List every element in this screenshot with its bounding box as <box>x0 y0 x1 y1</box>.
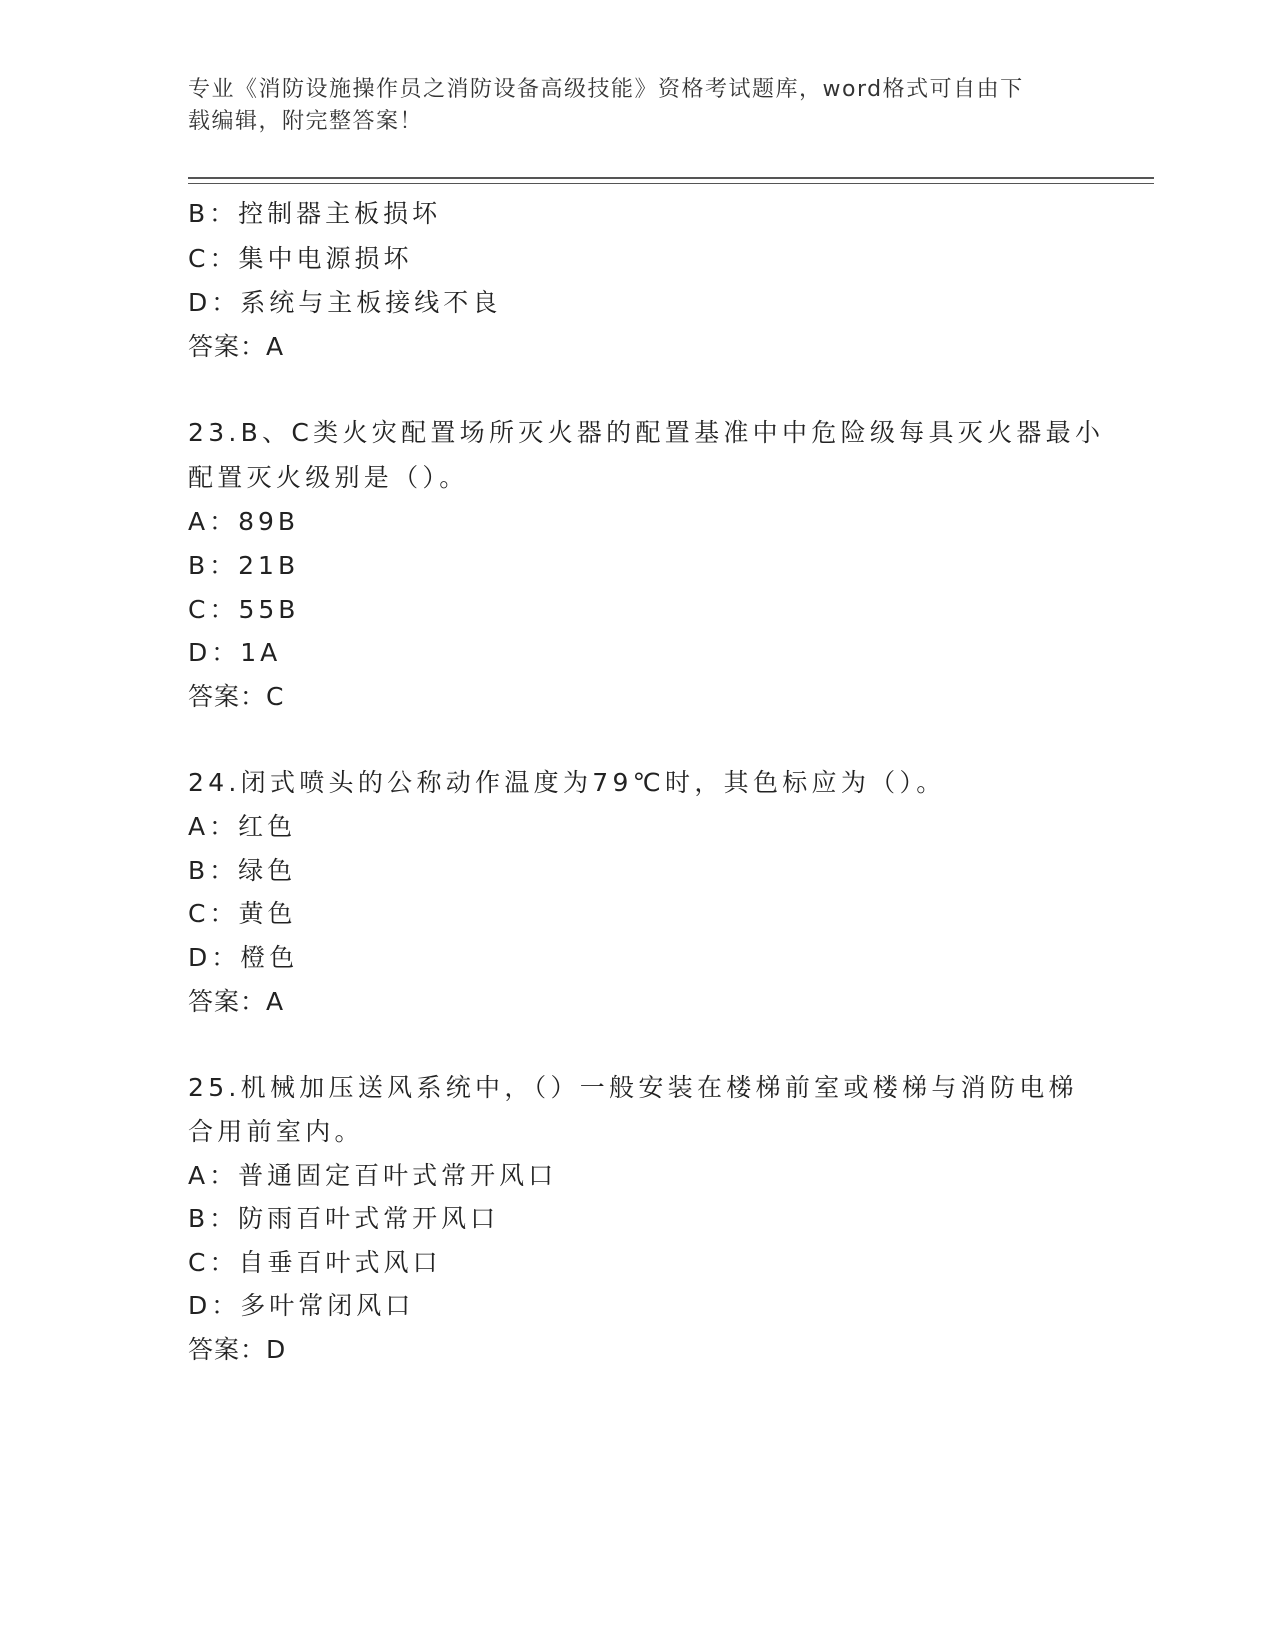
q25-option-c: C：自垂百叶式风口 <box>188 1248 442 1277</box>
header-divider-thin <box>188 183 1154 184</box>
header-line-1: 专业《消防设施操作员之消防设备高级技能》资格考试题库，word格式可自由下 <box>188 77 1024 102</box>
q24-answer: 答案：A <box>188 987 285 1016</box>
question-25-line-1: 25.机械加压送风系统中，（）一般安装在楼梯前室或楼梯与消防电梯 <box>188 1073 1078 1102</box>
q25-option-b: B：防雨百叶式常开风口 <box>188 1204 500 1233</box>
q25-option-d: D：多叶常闭风口 <box>188 1291 415 1320</box>
prev-option-c: C：集中电源损坏 <box>188 244 413 273</box>
document-header <box>188 74 1068 138</box>
question-23-line-2: 配置灭火级别是（）。 <box>188 463 469 492</box>
header-line-2: 载编辑，附完整答案！ <box>188 109 424 134</box>
q24-option-b: B：绿色 <box>188 856 297 885</box>
q23-option-a: A：89B <box>188 507 300 536</box>
question-25-line-2: 合用前室内。 <box>188 1117 364 1146</box>
q24-option-a: A：红色 <box>188 812 297 841</box>
q24-option-c: C：黄色 <box>188 899 297 928</box>
question-23-line-1: 23.B、C类火灾配置场所灭火器的配置基准中中危险级每具灭火器最小 <box>188 418 1105 447</box>
q25-option-a: A：普通固定百叶式常开风口 <box>188 1161 558 1190</box>
q23-option-c: C：55B <box>188 595 300 624</box>
q23-option-d: D：1A <box>188 638 282 667</box>
prev-option-b: B：控制器主板损坏 <box>188 199 442 228</box>
question-24-line-1: 24.闭式喷头的公称动作温度为79℃时，其色标应为（）。 <box>188 768 946 797</box>
prev-option-d: D：系统与主板接线不良 <box>188 288 502 317</box>
prev-answer: 答案：A <box>188 332 285 361</box>
q24-option-d: D：橙色 <box>188 943 299 972</box>
q23-option-b: B：21B <box>188 551 300 580</box>
q25-answer: 答案：D <box>188 1335 287 1364</box>
header-divider-thick <box>188 177 1154 179</box>
q23-answer: 答案：C <box>188 682 285 711</box>
